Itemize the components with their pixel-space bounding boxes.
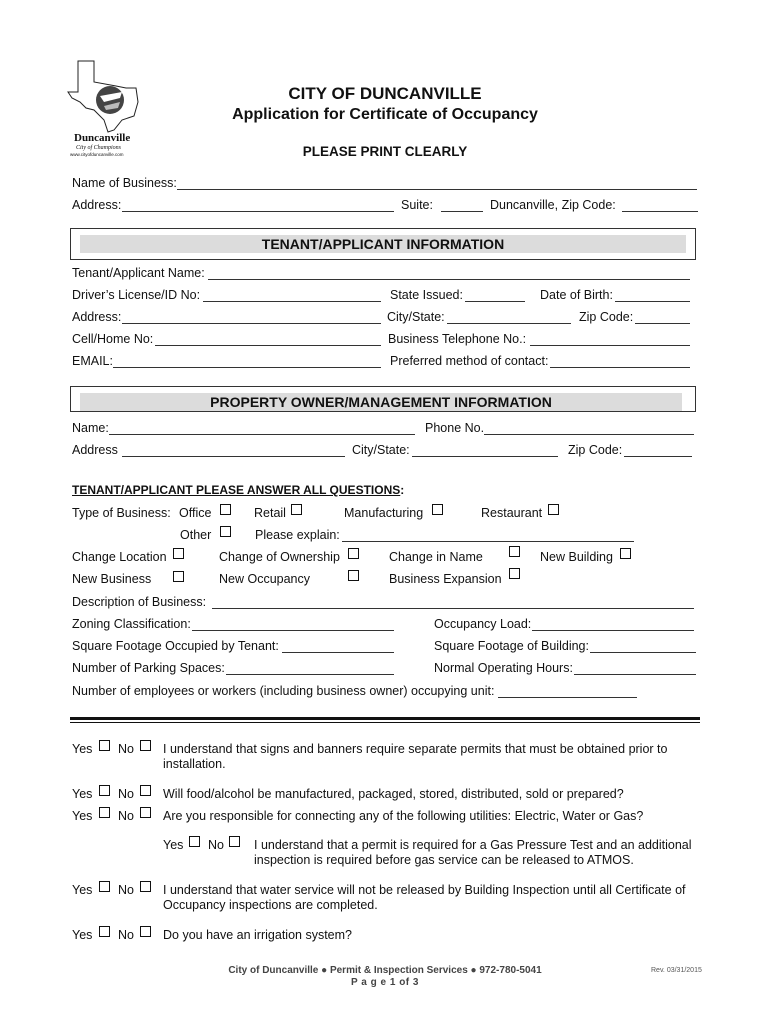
section-divider-thin — [70, 722, 700, 723]
q3-text: Are you responsible for connecting any of the following utilities: Electric, Water or Gas? — [163, 809, 644, 823]
q5-no-checkbox[interactable] — [140, 881, 151, 892]
owner-city-state-label: City/State: — [352, 443, 410, 457]
owner-phone-field[interactable] — [484, 434, 694, 435]
occupancy-load-label: Occupancy Load: — [434, 617, 532, 631]
owner-city-state-field[interactable] — [412, 456, 558, 457]
parking-label: Number of Parking Spaces: — [72, 661, 225, 675]
questions-heading-colon: : — [400, 483, 405, 497]
q2-yes-checkbox[interactable] — [99, 785, 110, 796]
new-building-checkbox[interactable] — [620, 548, 631, 559]
hours-field[interactable] — [574, 674, 696, 675]
q5-yes-label: Yes — [72, 883, 93, 897]
new-business-checkbox[interactable] — [173, 571, 184, 582]
parking-field[interactable] — [226, 674, 394, 675]
tenant-name-field[interactable] — [208, 279, 690, 280]
q6-no-label: No — [118, 928, 134, 942]
tenant-zip-field[interactable] — [635, 323, 690, 324]
explain-field[interactable] — [342, 541, 634, 542]
q3-yes-checkbox[interactable] — [99, 807, 110, 818]
suite-label: Suite: — [401, 198, 433, 212]
q1-yes-checkbox[interactable] — [99, 740, 110, 751]
tenant-address-label: Address: — [72, 310, 122, 324]
office-checkbox[interactable] — [220, 504, 231, 515]
owner-phone-label: Phone No. — [425, 421, 485, 435]
change-ownership-checkbox[interactable] — [348, 548, 359, 559]
q4-no-checkbox[interactable] — [229, 836, 240, 847]
q3-no-checkbox[interactable] — [140, 807, 151, 818]
section-divider — [70, 717, 700, 720]
business-zip-field[interactable] — [622, 211, 698, 212]
owner-section-heading: PROPERTY OWNER/MANAGEMENT INFORMATION — [80, 393, 682, 411]
hours-label: Normal Operating Hours: — [434, 661, 573, 675]
new-occupancy-label: New Occupancy — [219, 572, 311, 586]
q5-no-label: No — [118, 883, 134, 897]
business-name-label: Name of Business: — [72, 176, 177, 190]
change-name-label: Change in Name — [389, 550, 483, 564]
business-phone-field[interactable] — [530, 345, 690, 346]
office-label: Office — [179, 506, 212, 520]
business-name-field[interactable] — [177, 189, 697, 190]
other-checkbox[interactable] — [220, 526, 231, 537]
sqft-building-field[interactable] — [590, 652, 696, 653]
change-name-checkbox[interactable] — [509, 546, 520, 557]
suite-field[interactable] — [441, 211, 483, 212]
manufacturing-checkbox[interactable] — [432, 504, 443, 515]
owner-address-label: Address — [72, 443, 118, 457]
sqft-tenant-label: Square Footage Occupied by Tenant: — [72, 639, 279, 653]
q2-no-label: No — [118, 787, 134, 801]
state-issued-field[interactable] — [465, 301, 525, 302]
cell-phone-label: Cell/Home No: — [72, 332, 154, 346]
print-instruction: PLEASE PRINT CLEARLY — [302, 144, 468, 159]
questions-heading-text: TENANT/APPLICANT PLEASE ANSWER ALL QUESTIONS — [72, 483, 401, 497]
logo-name: Duncanville — [74, 132, 131, 144]
business-expansion-label: Business Expansion — [389, 572, 502, 586]
owner-name-field[interactable] — [109, 434, 415, 435]
employees-label: Number of employees or workers (including business owner) occupying unit: — [72, 684, 495, 698]
q4-yes-label: Yes — [163, 838, 184, 852]
logo-tagline: City of Champions — [76, 145, 122, 151]
logo-url: www.cityofduncanville.com — [70, 152, 124, 157]
occupancy-load-field[interactable] — [532, 630, 694, 631]
owner-address-field[interactable] — [122, 456, 345, 457]
q4-text-line2: inspection is required before gas service can be released to ATMOS. — [254, 853, 634, 867]
retail-checkbox[interactable] — [291, 504, 302, 515]
q2-no-checkbox[interactable] — [140, 785, 151, 796]
business-zip-label: Duncanville, Zip Code: — [490, 198, 616, 212]
page-number: P a g e 1 of 3 — [351, 977, 419, 988]
q1-text-line1: I understand that signs and banners require separate permits that must be obtained prior to — [163, 742, 668, 756]
q3-yes-label: Yes — [72, 809, 93, 823]
q5-text-line2: Occupancy inspections are completed. — [163, 898, 378, 912]
business-address-label: Address: — [72, 198, 122, 212]
q4-text-line1: I understand that a permit is required for a Gas Pressure Test and an additional — [254, 838, 692, 852]
sqft-building-label: Square Footage of Building: — [434, 639, 589, 653]
tenant-city-state-label: City/State: — [387, 310, 445, 324]
q5-yes-checkbox[interactable] — [99, 881, 110, 892]
retail-label: Retail — [254, 506, 286, 520]
form-title: Application for Certificate of Occupancy — [232, 106, 538, 123]
q5-text-line1: I understand that water service will not be released by Building Inspection until all Certificate of — [163, 883, 686, 897]
contact-method-field[interactable] — [550, 367, 690, 368]
new-building-label: New Building — [540, 550, 613, 564]
dob-label: Date of Birth: — [540, 288, 613, 302]
manufacturing-label: Manufacturing — [344, 506, 424, 520]
q6-no-checkbox[interactable] — [140, 926, 151, 937]
q2-text: Will food/alcohol be manufactured, packaged, stored, distributed, sold or prepared? — [163, 787, 624, 801]
email-field[interactable] — [113, 367, 381, 368]
owner-name-label: Name: — [72, 421, 109, 435]
city-title: CITY OF DUNCANVILLE — [288, 84, 482, 103]
restaurant-label: Restaurant — [481, 506, 543, 520]
license-label: Driver’s License/ID No: — [72, 288, 201, 302]
zoning-label: Zoning Classification: — [72, 617, 191, 631]
revision-date: Rev. 03/31/2015 — [651, 967, 702, 974]
tenant-city-state-field[interactable] — [447, 323, 571, 324]
new-occupancy-checkbox[interactable] — [348, 570, 359, 581]
new-business-label: New Business — [72, 572, 152, 586]
description-field[interactable] — [212, 608, 694, 609]
explain-label: Please explain: — [255, 528, 340, 542]
description-label: Description of Business: — [72, 595, 207, 609]
q2-yes-label: Yes — [72, 787, 93, 801]
footer-contact: City of Duncanville ● Permit & Inspection Services ● 972-780-5041 — [228, 965, 542, 976]
business-expansion-checkbox[interactable] — [509, 568, 520, 579]
change-location-label: Change Location — [72, 550, 167, 564]
sqft-tenant-field[interactable] — [282, 652, 394, 653]
employees-field[interactable] — [498, 697, 637, 698]
change-ownership-label: Change of Ownership — [219, 550, 340, 564]
q1-no-checkbox[interactable] — [140, 740, 151, 751]
q6-yes-label: Yes — [72, 928, 93, 942]
business-address-field[interactable] — [122, 211, 394, 212]
state-issued-label: State Issued: — [390, 288, 463, 302]
owner-zip-field[interactable] — [624, 456, 692, 457]
q6-text: Do you have an irrigation system? — [163, 928, 352, 942]
q1-no-label: No — [118, 742, 134, 756]
q1-yes-label: Yes — [72, 742, 93, 756]
change-location-checkbox[interactable] — [173, 548, 184, 559]
business-type-label: Type of Business: — [72, 506, 171, 520]
tenant-section-heading: TENANT/APPLICANT INFORMATION — [80, 235, 686, 253]
q6-yes-checkbox[interactable] — [99, 926, 110, 937]
q4-yes-checkbox[interactable] — [189, 836, 200, 847]
q1-text-line2: installation. — [163, 757, 226, 771]
questions-heading — [72, 483, 404, 497]
restaurant-checkbox[interactable] — [548, 504, 559, 515]
q3-no-label: No — [118, 809, 134, 823]
cell-phone-field[interactable] — [155, 345, 381, 346]
tenant-name-label: Tenant/Applicant Name: — [72, 266, 205, 280]
tenant-zip-label: Zip Code: — [579, 310, 634, 324]
license-field[interactable] — [203, 301, 381, 302]
q4-no-label: No — [208, 838, 224, 852]
contact-method-label: Preferred method of contact: — [390, 354, 549, 368]
zoning-field[interactable] — [192, 630, 394, 631]
business-phone-label: Business Telephone No.: — [388, 332, 527, 346]
other-label: Other — [180, 528, 212, 542]
email-label: EMAIL: — [72, 354, 113, 368]
dob-field[interactable] — [615, 301, 690, 302]
tenant-address-field[interactable] — [122, 323, 381, 324]
owner-zip-label: Zip Code: — [568, 443, 623, 457]
